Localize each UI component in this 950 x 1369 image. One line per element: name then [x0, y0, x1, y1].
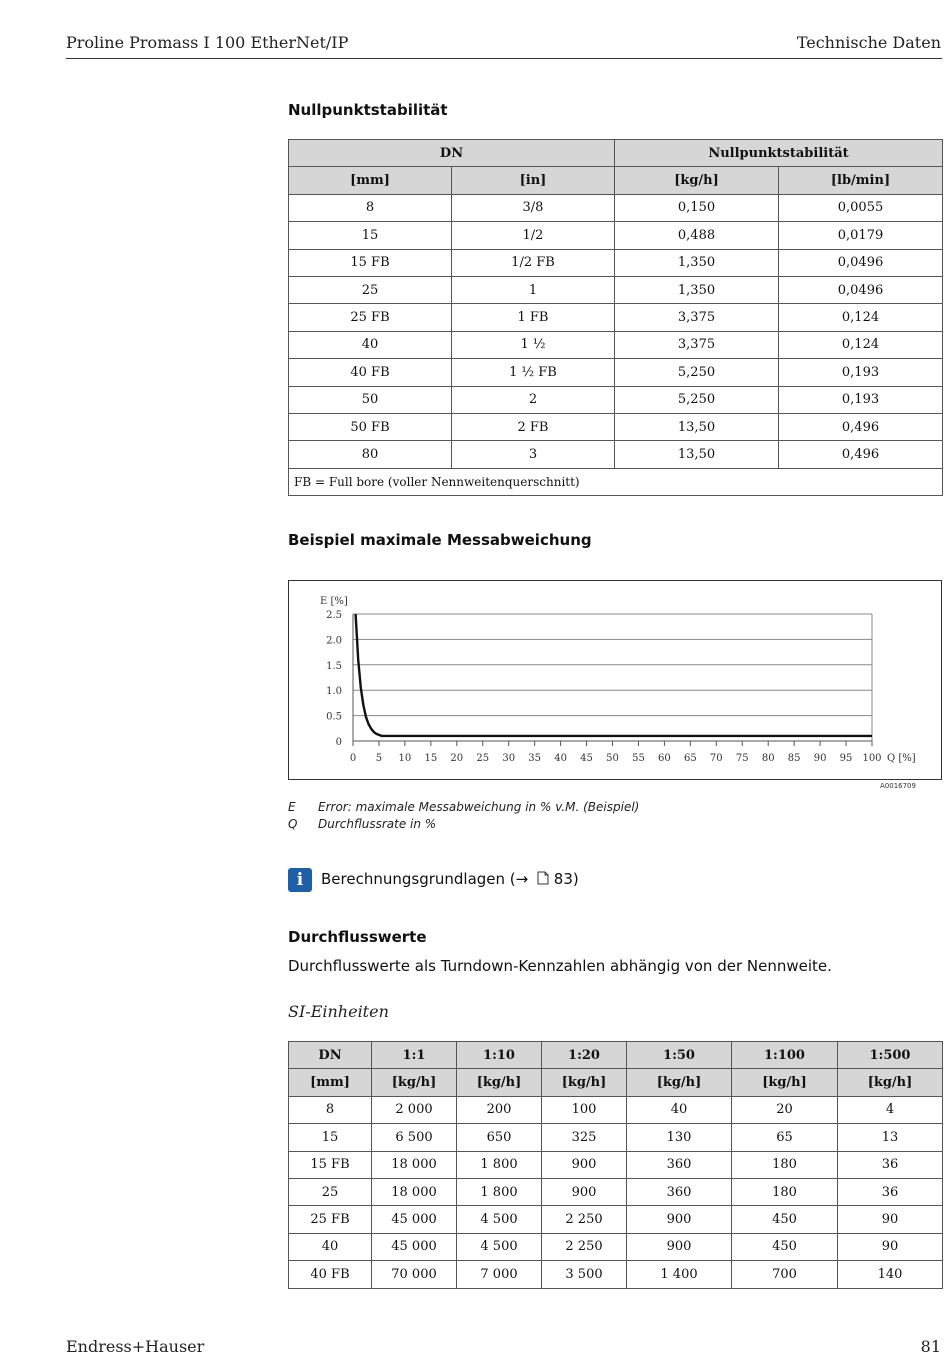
flow-cell: 90 — [838, 1233, 943, 1260]
info-reference-page: 83) — [553, 870, 579, 888]
zp-row — [289, 194, 943, 221]
zp-cell: 25 FB — [289, 304, 452, 331]
flow-cell: 180 — [732, 1151, 838, 1178]
zp-cell: 5,250 — [615, 386, 779, 413]
x-tick-label: 65 — [683, 753, 697, 764]
x-tick-label: 5 — [375, 753, 383, 764]
flow-cell: 18 000 — [372, 1151, 457, 1178]
legend-text-e: Error: maximale Messabweichung in % v.M. (Beispiel) — [318, 800, 640, 814]
flow-cell: 20 — [732, 1096, 838, 1123]
zp-cell: 15 FB — [289, 249, 452, 276]
legend-symbol-e: E — [288, 800, 296, 814]
info-reference[interactable] — [321, 870, 579, 888]
flow-cell: 1 400 — [627, 1261, 732, 1288]
zp-unit-lbmin: [lb/min] — [779, 167, 943, 194]
x-tick-label: 20 — [450, 753, 464, 764]
zp-cell: 40 FB — [289, 359, 452, 386]
flow-cell: 140 — [838, 1261, 943, 1288]
flow-cell: 15 FB — [289, 1151, 372, 1178]
flow-row — [289, 1096, 943, 1123]
zp-cell: 0,496 — [779, 413, 943, 440]
zp-row — [289, 441, 943, 468]
flow-cell: 2 000 — [372, 1096, 457, 1123]
error-curve — [356, 614, 872, 736]
flow-cell: 200 — [457, 1096, 542, 1123]
zp-cell: 0,124 — [779, 304, 943, 331]
zp-cell: 0,0496 — [779, 249, 943, 276]
y-axis-label: E [%] — [320, 596, 348, 607]
flow-cell: 450 — [732, 1233, 838, 1260]
zp-cell: 15 — [289, 222, 452, 249]
zp-cell: 13,50 — [615, 441, 779, 468]
zp-row — [289, 413, 943, 440]
flow-cell: 100 — [542, 1096, 627, 1123]
zp-cell: 1/2 — [452, 222, 615, 249]
zp-unit-mm: [mm] — [289, 167, 452, 194]
zp-cell: 3,375 — [615, 331, 779, 358]
x-axis-label: Q [%] — [887, 753, 916, 764]
flow-cell: 900 — [542, 1151, 627, 1178]
zp-row — [289, 249, 943, 276]
flow-cell: 450 — [732, 1206, 838, 1233]
zp-row — [289, 331, 943, 358]
x-tick-label: 75 — [735, 753, 749, 764]
zp-row — [289, 304, 943, 331]
flow-head-ratio: 1:20 — [542, 1042, 627, 1069]
flow-cell: 40 FB — [289, 1261, 372, 1288]
zp-cell: 0,193 — [779, 359, 943, 386]
x-tick-label: 35 — [528, 753, 542, 764]
flow-cell: 4 500 — [457, 1233, 542, 1260]
legend-item-e — [288, 800, 639, 814]
header-doc-title: Proline Promass I 100 EtherNet/IP — [66, 33, 349, 52]
error-chart-frame — [288, 580, 942, 780]
flow-cell: 130 — [627, 1124, 732, 1151]
x-tick-label: 70 — [709, 753, 723, 764]
flow-head-unit: [kg/h] — [838, 1069, 943, 1096]
zp-cell: 3,375 — [615, 304, 779, 331]
header-rule — [66, 58, 942, 59]
zp-cell: 0,193 — [779, 386, 943, 413]
x-tick-label: 15 — [424, 753, 438, 764]
flow-cell: 70 000 — [372, 1261, 457, 1288]
flow-head-ratio: 1:50 — [627, 1042, 732, 1069]
zp-cell: 50 FB — [289, 413, 452, 440]
flow-cell: 65 — [732, 1124, 838, 1151]
flow-heading: Durchflusswerte — [288, 928, 427, 946]
y-tick-label: 2.0 — [326, 635, 342, 647]
flow-head-unit: [kg/h] — [372, 1069, 457, 1096]
flow-cell: 2 250 — [542, 1206, 627, 1233]
zp-cell: 0,488 — [615, 222, 779, 249]
flow-cell: 4 500 — [457, 1206, 542, 1233]
x-tick-label: 50 — [606, 753, 619, 764]
flow-head-unit: [kg/h] — [627, 1069, 732, 1096]
flow-row — [289, 1206, 943, 1233]
flow-cell: 700 — [732, 1261, 838, 1288]
x-tick-label: 10 — [398, 753, 412, 764]
zp-row — [289, 222, 943, 249]
flow-head-ratio: 1:10 — [457, 1042, 542, 1069]
x-tick-label: 100 — [862, 753, 882, 764]
flow-head-unit: [mm] — [289, 1069, 372, 1096]
x-tick-label: 90 — [813, 753, 827, 764]
flow-cell: 900 — [542, 1178, 627, 1205]
flow-head-ratio: 1:1 — [372, 1042, 457, 1069]
zp-unit-kgh: [kg/h] — [615, 167, 779, 194]
flow-head-unit: [kg/h] — [542, 1069, 627, 1096]
flow-cell: 25 — [289, 1178, 372, 1205]
zp-cell: 13,50 — [615, 413, 779, 440]
flow-cell: 25 FB — [289, 1206, 372, 1233]
zp-cell: 1 — [452, 276, 615, 303]
flow-cell: 90 — [838, 1206, 943, 1233]
flow-cell: 45 000 — [372, 1206, 457, 1233]
flow-cell: 360 — [627, 1178, 732, 1205]
zero-point-heading: Nullpunktstabilität — [288, 101, 448, 119]
figure-id: A0016709 — [880, 782, 916, 790]
flow-head-ratio: 1:500 — [838, 1042, 943, 1069]
y-tick-label: 0.5 — [326, 711, 342, 723]
x-tick-label: 80 — [761, 753, 775, 764]
legend-symbol-q: Q — [288, 817, 298, 831]
x-tick-label: 60 — [658, 753, 671, 764]
flow-cell: 180 — [732, 1178, 838, 1205]
legend-text-q: Durchflussrate in % — [318, 817, 437, 831]
zp-cell: 3/8 — [452, 194, 615, 221]
flow-row — [289, 1233, 943, 1260]
y-tick-label: 1.5 — [326, 660, 342, 672]
flow-row — [289, 1124, 943, 1151]
flow-head-ratio: DN — [289, 1042, 372, 1069]
zp-row — [289, 276, 943, 303]
legend-item-q — [288, 817, 436, 831]
zp-cell: 0,496 — [779, 441, 943, 468]
flow-head-ratio: 1:100 — [732, 1042, 838, 1069]
flow-head-unit: [kg/h] — [457, 1069, 542, 1096]
flow-row — [289, 1261, 943, 1288]
zp-head-stability: Nullpunktstabilität — [615, 140, 943, 167]
flow-cell: 900 — [627, 1233, 732, 1260]
zp-cell: 5,250 — [615, 359, 779, 386]
page-icon — [537, 871, 549, 885]
zp-head-dn: DN — [289, 140, 615, 167]
flow-cell: 13 — [838, 1124, 943, 1151]
zp-cell: 0,0179 — [779, 222, 943, 249]
flow-table — [288, 1041, 943, 1289]
zp-cell: 80 — [289, 441, 452, 468]
zp-footnote: FB = Full bore (voller Nennweitenquerschnitt) — [289, 468, 943, 495]
flow-head-unit: [kg/h] — [732, 1069, 838, 1096]
zp-cell: 0,0496 — [779, 276, 943, 303]
zp-cell: 40 — [289, 331, 452, 358]
x-tick-label: 25 — [476, 753, 490, 764]
zp-cell: 1/2 FB — [452, 249, 615, 276]
flow-cell: 36 — [838, 1151, 943, 1178]
flow-cell: 18 000 — [372, 1178, 457, 1205]
flow-cell: 1 800 — [457, 1178, 542, 1205]
zp-cell: 0,0055 — [779, 194, 943, 221]
header-section-title: Technische Daten — [796, 33, 941, 52]
zp-unit-in: [in] — [452, 167, 615, 194]
x-tick-label: 95 — [839, 753, 853, 764]
footer-company: Endress+Hauser — [66, 1337, 205, 1356]
flow-cell: 4 — [838, 1096, 943, 1123]
info-reference-label: Berechnungsgrundlagen (→ — [321, 870, 529, 888]
flow-cell: 900 — [627, 1206, 732, 1233]
zp-cell: 2 — [452, 386, 615, 413]
example-heading: Beispiel maximale Messabweichung — [288, 531, 592, 549]
flow-cell: 40 — [289, 1233, 372, 1260]
x-tick-label: 0 — [349, 753, 357, 764]
flow-cell: 8 — [289, 1096, 372, 1123]
zp-cell: 1 ½ FB — [452, 359, 615, 386]
zp-cell: 8 — [289, 194, 452, 221]
flow-row — [289, 1178, 943, 1205]
zp-cell: 25 — [289, 276, 452, 303]
flow-cell: 2 250 — [542, 1233, 627, 1260]
zp-cell: 50 — [289, 386, 452, 413]
flow-row — [289, 1151, 943, 1178]
flow-subtitle: SI-Einheiten — [288, 1002, 389, 1021]
footer-page-number: 81 — [920, 1337, 941, 1356]
flow-cell: 1 800 — [457, 1151, 542, 1178]
error-chart — [289, 581, 941, 779]
zp-row — [289, 386, 943, 413]
y-tick-label: 0 — [335, 737, 342, 748]
zp-cell: 2 FB — [452, 413, 615, 440]
flow-cell: 45 000 — [372, 1233, 457, 1260]
x-tick-label: 40 — [554, 753, 567, 764]
zp-cell: 1,350 — [615, 249, 779, 276]
flow-cell: 7 000 — [457, 1261, 542, 1288]
flow-cell: 650 — [457, 1124, 542, 1151]
flow-cell: 360 — [627, 1151, 732, 1178]
zp-row — [289, 359, 943, 386]
x-tick-label: 45 — [580, 753, 593, 764]
zero-point-table — [288, 139, 943, 496]
flow-cell: 6 500 — [372, 1124, 457, 1151]
zp-cell: 1 ½ — [452, 331, 615, 358]
y-tick-label: 2.5 — [326, 610, 342, 621]
zp-cell: 0,124 — [779, 331, 943, 358]
zp-cell: 1 FB — [452, 304, 615, 331]
zp-cell: 1,350 — [615, 276, 779, 303]
info-icon: i — [288, 868, 312, 892]
flow-cell: 15 — [289, 1124, 372, 1151]
x-tick-label: 30 — [502, 753, 516, 764]
flow-cell: 325 — [542, 1124, 627, 1151]
x-tick-label: 55 — [632, 753, 645, 764]
flow-cell: 40 — [627, 1096, 732, 1123]
flow-cell: 3 500 — [542, 1261, 627, 1288]
zp-cell: 0,150 — [615, 194, 779, 221]
flow-intro: Durchflusswerte als Turndown-Kennzahlen abhängig von der Nennweite. — [288, 957, 832, 975]
x-tick-label: 85 — [787, 753, 801, 764]
flow-cell: 36 — [838, 1178, 943, 1205]
zp-cell: 3 — [452, 441, 615, 468]
y-tick-label: 1.0 — [326, 686, 342, 698]
